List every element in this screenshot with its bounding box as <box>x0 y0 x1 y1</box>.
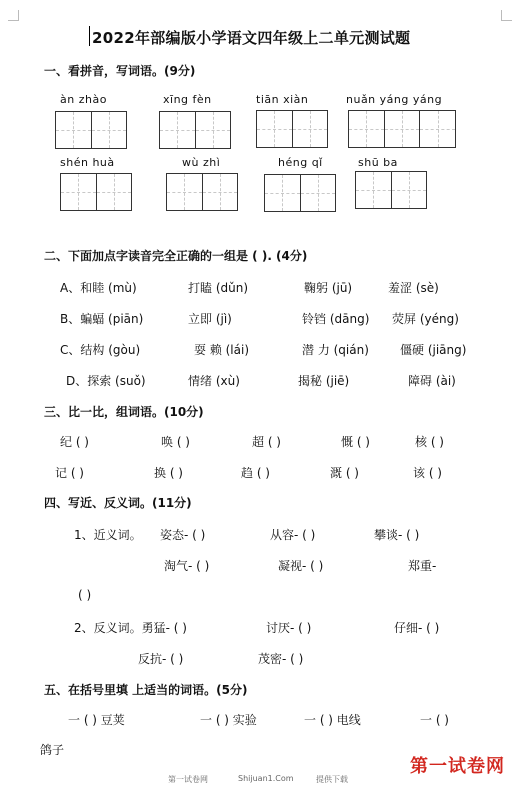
pinyin-label: nuǎn yáng yáng <box>346 93 443 106</box>
option-text: 铃铛 (dāng) <box>302 312 370 326</box>
text-cursor <box>89 26 90 46</box>
option-text: 荧屏 (yéng) <box>392 312 459 326</box>
word-blank[interactable]: 攀谈- ( ) <box>374 528 420 542</box>
word-blank[interactable]: 纪 ( ) <box>60 435 89 449</box>
option-text: 耍 赖 (lái) <box>194 343 250 357</box>
word-blank[interactable]: ( ) <box>78 588 92 602</box>
pinyin-label: tiān xiàn <box>256 93 309 106</box>
section-3-heading: 三、比一比，组词语。(10分) <box>44 405 204 419</box>
word-blank[interactable]: 超 ( ) <box>252 435 281 449</box>
footer-domain: Shijuan1.Com <box>238 774 294 783</box>
option-text: 情绪 (xù) <box>188 374 240 388</box>
writing-grid[interactable] <box>355 171 427 209</box>
word-blank[interactable]: 换 ( ) <box>154 466 183 480</box>
option-text: 打瞌 (dǔn) <box>188 281 249 295</box>
word-blank[interactable]: 反抗- ( ) <box>138 652 184 666</box>
word-blank[interactable]: 记 ( ) <box>55 466 84 480</box>
pinyin-label: wù zhì <box>182 156 221 169</box>
brand-logo: 第一试卷网 <box>410 756 505 777</box>
option-text: 立即 (jì) <box>188 312 232 326</box>
option-text: 僵硬 (jiāng) <box>400 343 467 357</box>
pinyin-label: àn zhào <box>60 93 107 106</box>
word-blank[interactable]: 凝视- ( ) <box>278 559 324 573</box>
page-corner-mark <box>501 10 512 21</box>
option-b[interactable]: B、蝙蝠 (piān) <box>60 312 144 326</box>
word-blank[interactable]: 茂密- ( ) <box>258 652 304 666</box>
option-d[interactable]: D、探索 (suǒ) <box>66 374 146 388</box>
option-a[interactable]: A、和睦 (mù) <box>60 281 137 295</box>
pinyin-label: xīng fèn <box>163 93 212 106</box>
option-text: 潜 力 (qián) <box>302 343 369 357</box>
page-title: 2022年部编版小学语文四年级上二单元测试题 <box>92 29 411 47</box>
section-1-heading: 一、看拼音，写词语。(9分) <box>44 64 196 78</box>
word-blank[interactable]: 2、反义词。勇猛- ( ) <box>74 621 187 635</box>
word-blank[interactable]: 仔细- ( ) <box>394 621 440 635</box>
word-blank[interactable]: 一 ( ) 实验 <box>200 713 257 727</box>
word-blank[interactable]: 一 ( ) 豆荚 <box>68 713 125 727</box>
word-blank[interactable]: 核 ( ) <box>415 435 444 449</box>
word-blank[interactable]: 一 ( ) 电线 <box>304 713 361 727</box>
writing-grid[interactable] <box>166 173 238 211</box>
word-blank[interactable]: 郑重- <box>408 559 437 573</box>
section-5-heading: 五、在括号里填 上适当的词语。(5分) <box>44 683 248 697</box>
pinyin-label: shén huà <box>60 156 115 169</box>
option-text: 障碍 (ài) <box>408 374 456 388</box>
option-c[interactable]: C、结构 (gòu) <box>60 343 141 357</box>
option-text: 鞠躬 (jū) <box>304 281 353 295</box>
footer-site-name: 第一试卷网 <box>168 775 208 784</box>
option-text: 揭秘 (jiē) <box>298 374 350 388</box>
synonym-label: 1、近义词。 <box>74 528 142 542</box>
word-blank[interactable]: 慨 ( ) <box>341 435 370 449</box>
writing-grid[interactable] <box>159 111 231 149</box>
pinyin-label: shū ba <box>358 156 398 169</box>
writing-grid[interactable] <box>256 110 328 148</box>
footer-download: 提供下载 <box>316 775 348 784</box>
word-blank[interactable]: 讨厌- ( ) <box>266 621 312 635</box>
pinyin-label: héng qǐ <box>278 156 323 169</box>
word-blank[interactable]: 溉 ( ) <box>330 466 359 480</box>
word-blank[interactable]: 一 ( ) <box>420 713 449 727</box>
writing-grid[interactable] <box>348 110 456 148</box>
section-2-heading: 二、下面加点字读音完全正确的一组是 ( ). (4分) <box>44 249 308 263</box>
word-blank[interactable]: 姿态- ( ) <box>160 528 206 542</box>
word-blank[interactable]: 趋 ( ) <box>241 466 270 480</box>
word-blank[interactable]: 淘气- ( ) <box>164 559 210 573</box>
option-text: 羞涩 (sè) <box>388 281 439 295</box>
writing-grid[interactable] <box>60 173 132 211</box>
page-corner-mark <box>8 10 19 21</box>
section-4-heading: 四、写近、反义词。(11分) <box>44 496 192 510</box>
writing-grid[interactable] <box>264 174 336 212</box>
writing-grid[interactable] <box>55 111 127 149</box>
word-blank[interactable]: 从容- ( ) <box>270 528 316 542</box>
word-text: 鸽子 <box>40 743 65 757</box>
word-blank[interactable]: 该 ( ) <box>413 466 442 480</box>
word-blank[interactable]: 唤 ( ) <box>161 435 190 449</box>
